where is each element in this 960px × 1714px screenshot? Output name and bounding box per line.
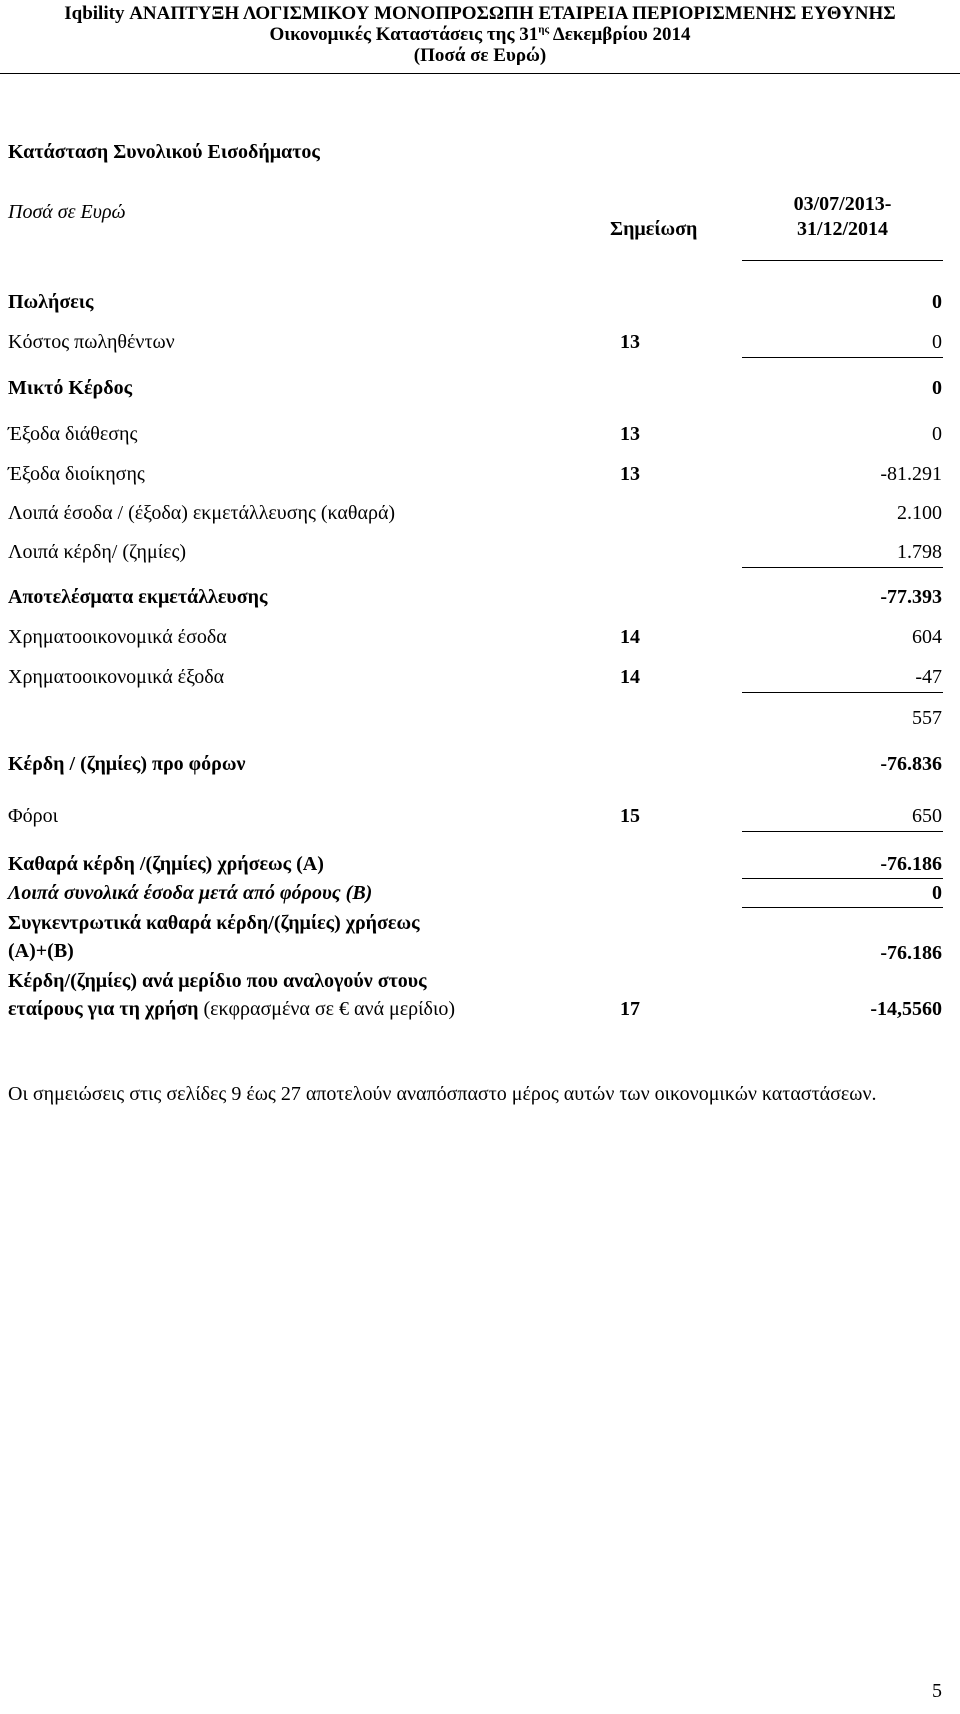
row-distribution-note: 13 bbox=[620, 423, 640, 445]
row-eps-label-2-bold: εταίρους για τη χρήση bbox=[8, 998, 199, 1020]
page-number: 5 bbox=[932, 1680, 942, 1702]
row-taxes-value: 650 bbox=[912, 805, 942, 827]
row-eps-label-2-rest: (εκφρασμένα σε € ανά μερίδιο) bbox=[198, 998, 455, 1020]
row-gross-profit-value: 0 bbox=[932, 377, 942, 399]
row-sales-value: 0 bbox=[932, 291, 942, 313]
row-oci-value: 0 bbox=[932, 882, 942, 904]
row-finance-net-value: 557 bbox=[912, 707, 942, 729]
row-taxes-label: Φόροι bbox=[8, 805, 58, 827]
row-other-operating-value: 2.100 bbox=[897, 502, 942, 524]
row-operating-result-label: Αποτελέσματα εκμετάλλευσης bbox=[8, 586, 268, 608]
row-taxes-note: 15 bbox=[620, 805, 640, 827]
subtitle-sup: ης bbox=[538, 23, 550, 36]
header-divider bbox=[0, 73, 960, 74]
row-eps-value: -14,5560 bbox=[870, 998, 942, 1020]
row-cost-of-sales-value: 0 bbox=[932, 331, 942, 353]
row-finance-costs-value: -47 bbox=[915, 666, 942, 688]
other-gains-underline bbox=[742, 567, 943, 568]
row-gross-profit-label: Μικτό Κέρδος bbox=[8, 377, 133, 399]
row-net-result-label: Καθαρά κέρδη /(ζημίες) χρήσεως (Α) bbox=[8, 853, 324, 875]
row-total-comprehensive-value: -76.186 bbox=[880, 942, 942, 964]
header-underline bbox=[742, 260, 943, 261]
row-finance-income-note: 14 bbox=[620, 626, 640, 648]
row-eps-label-2 bbox=[8, 997, 455, 1021]
row-administrative-label: Έξοδα διοίκησης bbox=[8, 463, 145, 485]
taxes-underline bbox=[742, 831, 943, 832]
column-amounts-label: Ποσά σε Ευρώ bbox=[8, 201, 126, 223]
row-distribution-label: Έξοδα διάθεσης bbox=[8, 423, 138, 445]
cost-of-sales-underline bbox=[742, 357, 943, 358]
column-note-label: Σημείωση bbox=[610, 218, 698, 240]
row-distribution-value: 0 bbox=[932, 423, 942, 445]
row-other-operating-label: Λοιπά έσοδα / (έξοδα) εκμετάλλευσης (καθαρά) bbox=[8, 502, 396, 524]
row-net-result-value: -76.186 bbox=[880, 853, 942, 875]
row-total-comprehensive-label-1: Συγκεντρωτικά καθαρά κέρδη/(ζημίες) χρήσεως bbox=[8, 912, 420, 934]
row-finance-costs-note: 14 bbox=[620, 666, 640, 688]
row-administrative-note: 13 bbox=[620, 463, 640, 485]
currency-note: (Ποσά σε Ευρώ) bbox=[413, 45, 547, 66]
row-finance-costs-label: Χρηματοοικονομικά έξοδα bbox=[8, 666, 225, 688]
row-cost-of-sales-label: Κόστος πωληθέντων bbox=[8, 331, 175, 353]
row-cost-of-sales-note: 13 bbox=[620, 331, 640, 353]
column-period-line1: 03/07/2013- bbox=[793, 193, 892, 215]
row-pbt-label: Κέρδη / (ζημίες) προ φόρων bbox=[8, 753, 246, 775]
row-administrative-value: -81.291 bbox=[880, 463, 942, 485]
row-sales-label: Πωλήσεις bbox=[8, 291, 94, 313]
row-total-comprehensive-label-2: (Α)+(Β) bbox=[8, 940, 74, 962]
row-other-gains-label: Λοιπά κέρδη/ (ζημίες) bbox=[8, 541, 187, 563]
row-operating-result-value: -77.393 bbox=[880, 586, 942, 608]
row-other-gains-value: 1.798 bbox=[897, 541, 942, 563]
row-finance-income-label: Χρηματοοικονομικά έσοδα bbox=[8, 626, 227, 648]
row-oci-label: Λοιπά συνολικά έσοδα μετά από φόρους (Β) bbox=[8, 882, 373, 904]
row-eps-label-1: Κέρδη/(ζημίες) ανά μερίδιο που αναλογούν στους bbox=[8, 970, 427, 992]
statement-title: Κατάσταση Συνολικού Εισοδήματος bbox=[8, 141, 320, 163]
row-pbt-value: -76.836 bbox=[880, 753, 942, 775]
oci-underline bbox=[742, 907, 943, 908]
column-period-line2: 31/12/2014 bbox=[796, 218, 889, 240]
subtitle-pre: Οικονομικές Καταστάσεις της 31 bbox=[269, 24, 539, 45]
net-result-underline bbox=[742, 878, 943, 879]
row-eps-note: 17 bbox=[620, 998, 640, 1020]
company-name: Iqbility ΑΝΑΠΤΥΞΗ ΛΟΓΙΣΜΙΚΟΥ ΜΟΝΟΠΡΟΣΩΠΗ ΕΤΑΙΡΕΙΑ ΠΕΡΙΟΡΙΣΜΕΝΗΣ ΕΥΘΥΝΗΣ bbox=[64, 3, 896, 24]
subtitle-post: Δεκεμβρίου 2014 bbox=[549, 24, 691, 45]
notes-disclaimer: Οι σημειώσεις στις σελίδες 9 έως 27 αποτελούν αναπόσπαστο μέρος αυτών των οικονομικών καταστάσεων. bbox=[8, 1083, 877, 1105]
finance-costs-underline bbox=[742, 692, 943, 693]
row-finance-income-value: 604 bbox=[912, 626, 942, 648]
